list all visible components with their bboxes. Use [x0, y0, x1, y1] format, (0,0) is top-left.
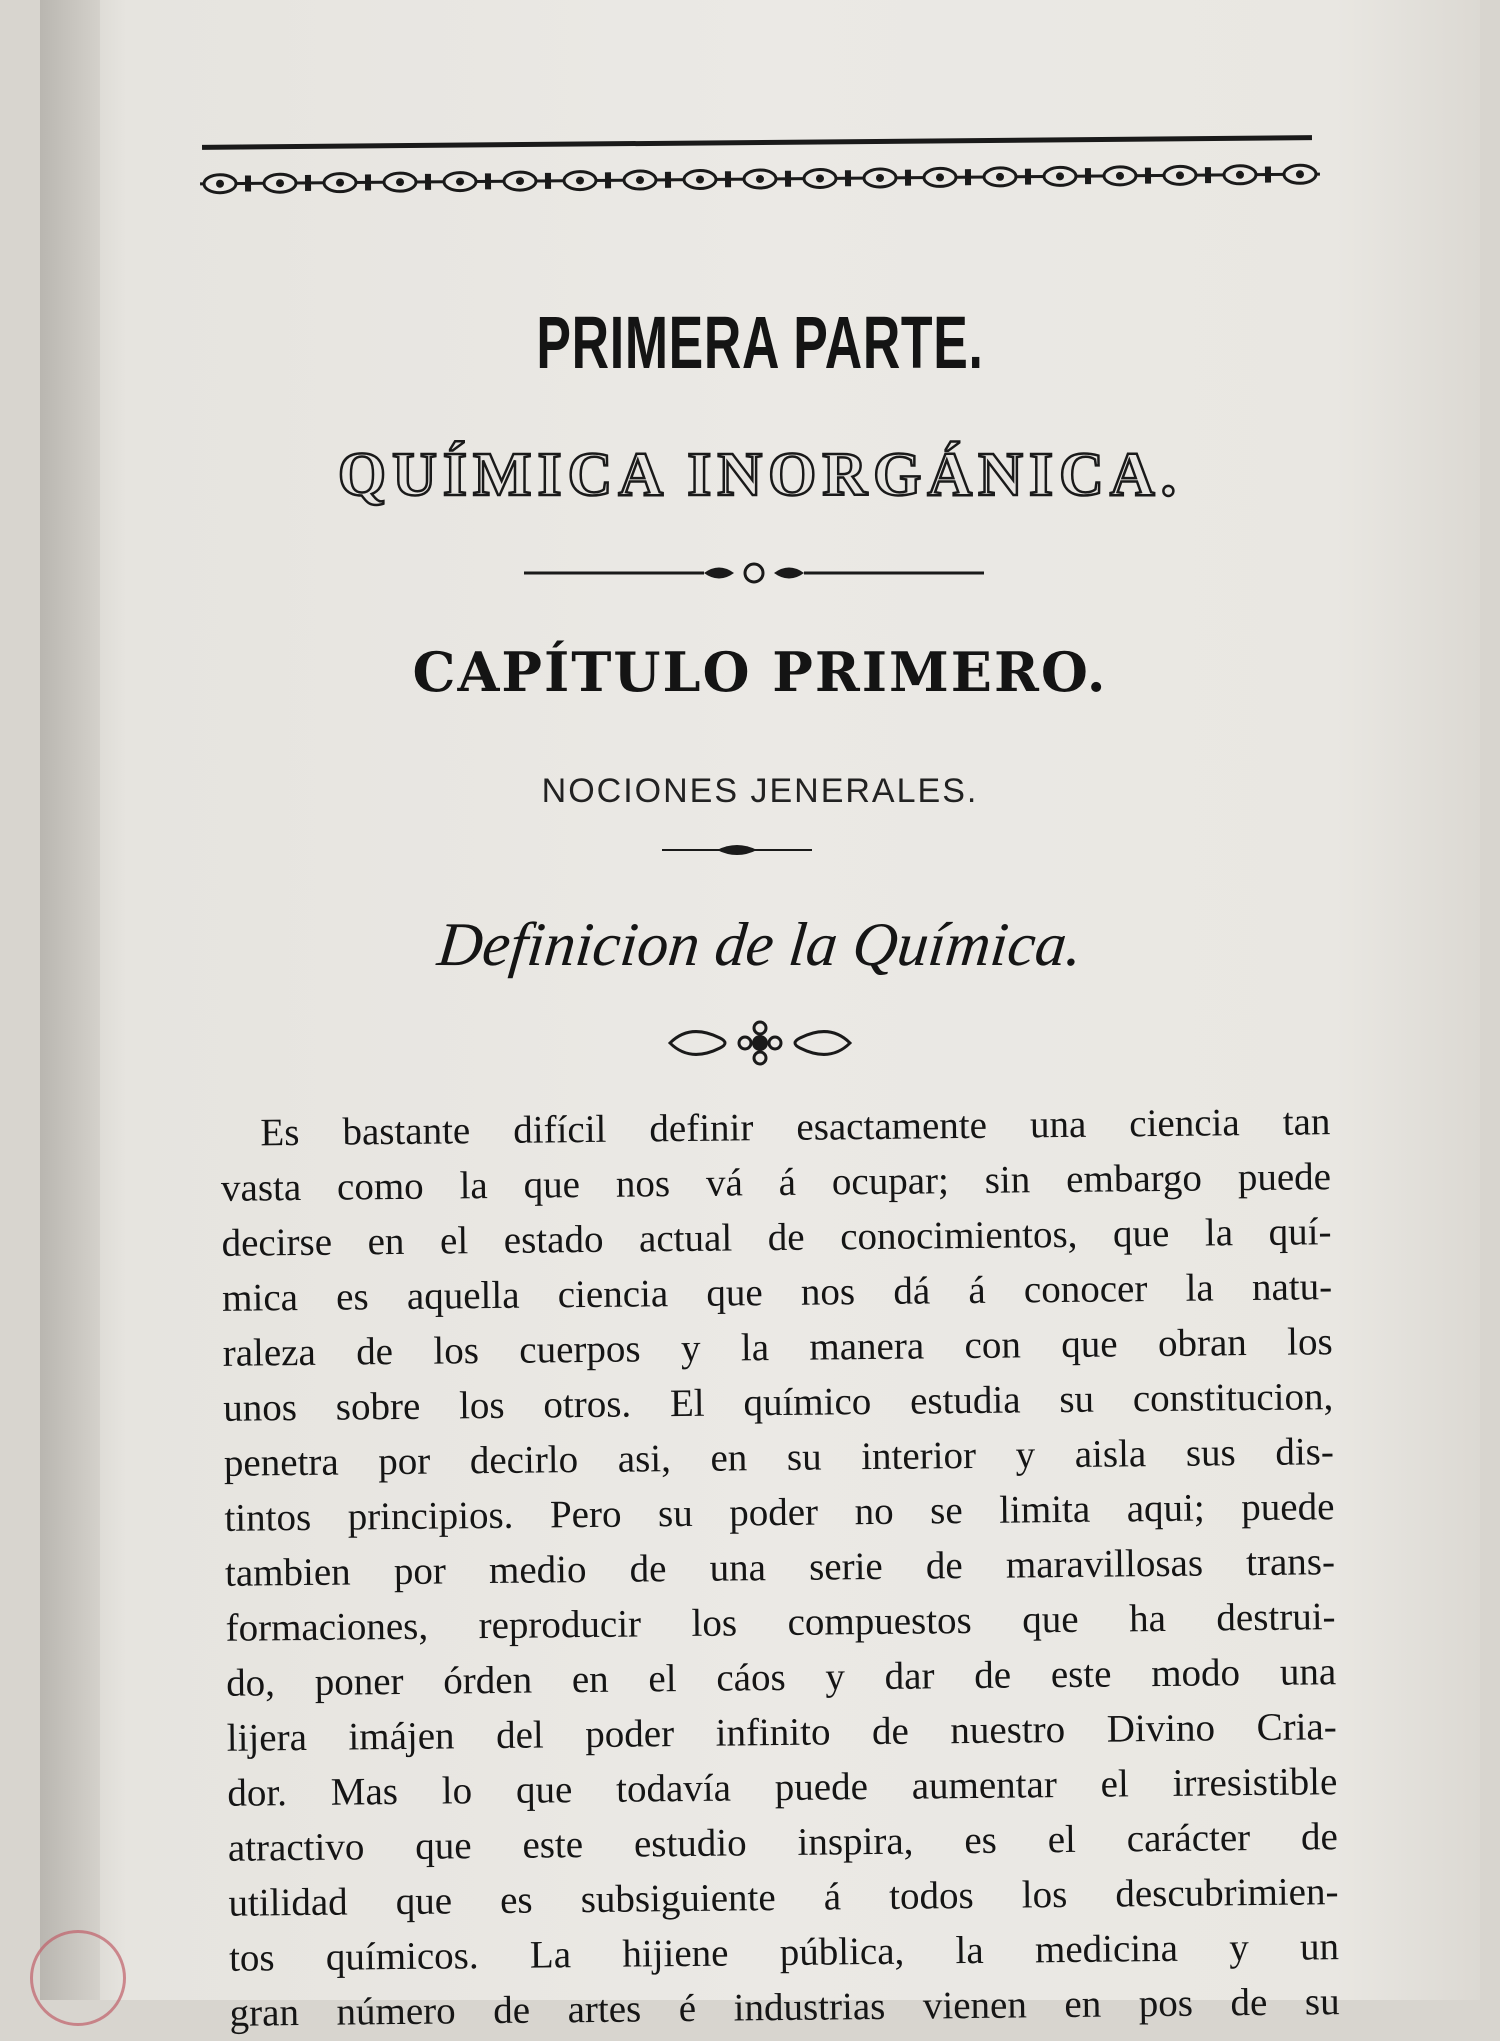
body-line: dor. Mas lo que todavía puede aumentar el irresistible [227, 1760, 1338, 1815]
body-line: tos químicos. La hijiene pública, la medicina y un [228, 1925, 1340, 1980]
header-rule [202, 135, 1312, 150]
body-line: decirse en el estado actual de conocimientos, que la quí- [221, 1210, 1332, 1265]
body-line: raleza de los cuerpos y la manera con que obran los [222, 1320, 1333, 1375]
body-line: gran número de artes é industrias vienen en pos de su [229, 1980, 1340, 2035]
body-line: penetra por decirlo asi, en su interior y aisla sus dis- [223, 1430, 1335, 1485]
divider-ornament [524, 558, 984, 588]
definition-heading: Definicion de la Química. [434, 911, 1086, 979]
body-line: vasta como la que nos vá á ocupar; sin embargo puede [220, 1155, 1332, 1210]
ornamental-border [200, 153, 1320, 205]
small-divider-ornament [662, 840, 812, 860]
library-stamp [30, 1930, 126, 2026]
body-line: unos sobre los otros. El químico estudia su constitucion, [223, 1375, 1334, 1430]
body-line: formaciones, reproducir los compuestos que ha destrui- [225, 1595, 1336, 1650]
body-line: tambien por medio de una serie de maravillosas trans- [224, 1540, 1336, 1595]
chapter-subtitle: NOCIONES JENERALES. [541, 772, 979, 810]
body-line: Es bastante difícil definir esactamente una ciencia tan [260, 1100, 1331, 1155]
page-gutter [40, 0, 100, 2000]
body-line: atractivo que este estudio inspira, es el carácter de [227, 1815, 1339, 1870]
chapter-title: CAPÍTULO PRIMERO. [412, 640, 1108, 704]
body-line: tintos principios. Pero su poder no se limita aqui; puede [224, 1485, 1335, 1540]
body-line: utilidad que es subsiguiente á todos los descubrimien- [228, 1870, 1339, 1925]
book-page [40, 0, 1480, 2035]
body-line: do, poner órden en el cáos y dar de este modo una [225, 1650, 1337, 1705]
body-line: lijera imájen del poder infinito de nuestro Divino Cria- [226, 1705, 1337, 1760]
part-title: PRIMERA PARTE. [536, 301, 984, 384]
body-paragraph [220, 1094, 1340, 2041]
floral-ornament [660, 1018, 860, 1068]
body-line: mica es aquella ciencia que nos dá á conocer la natu- [221, 1265, 1333, 1320]
section-title: QUÍMICA INORGÁNICA. [337, 441, 1183, 509]
